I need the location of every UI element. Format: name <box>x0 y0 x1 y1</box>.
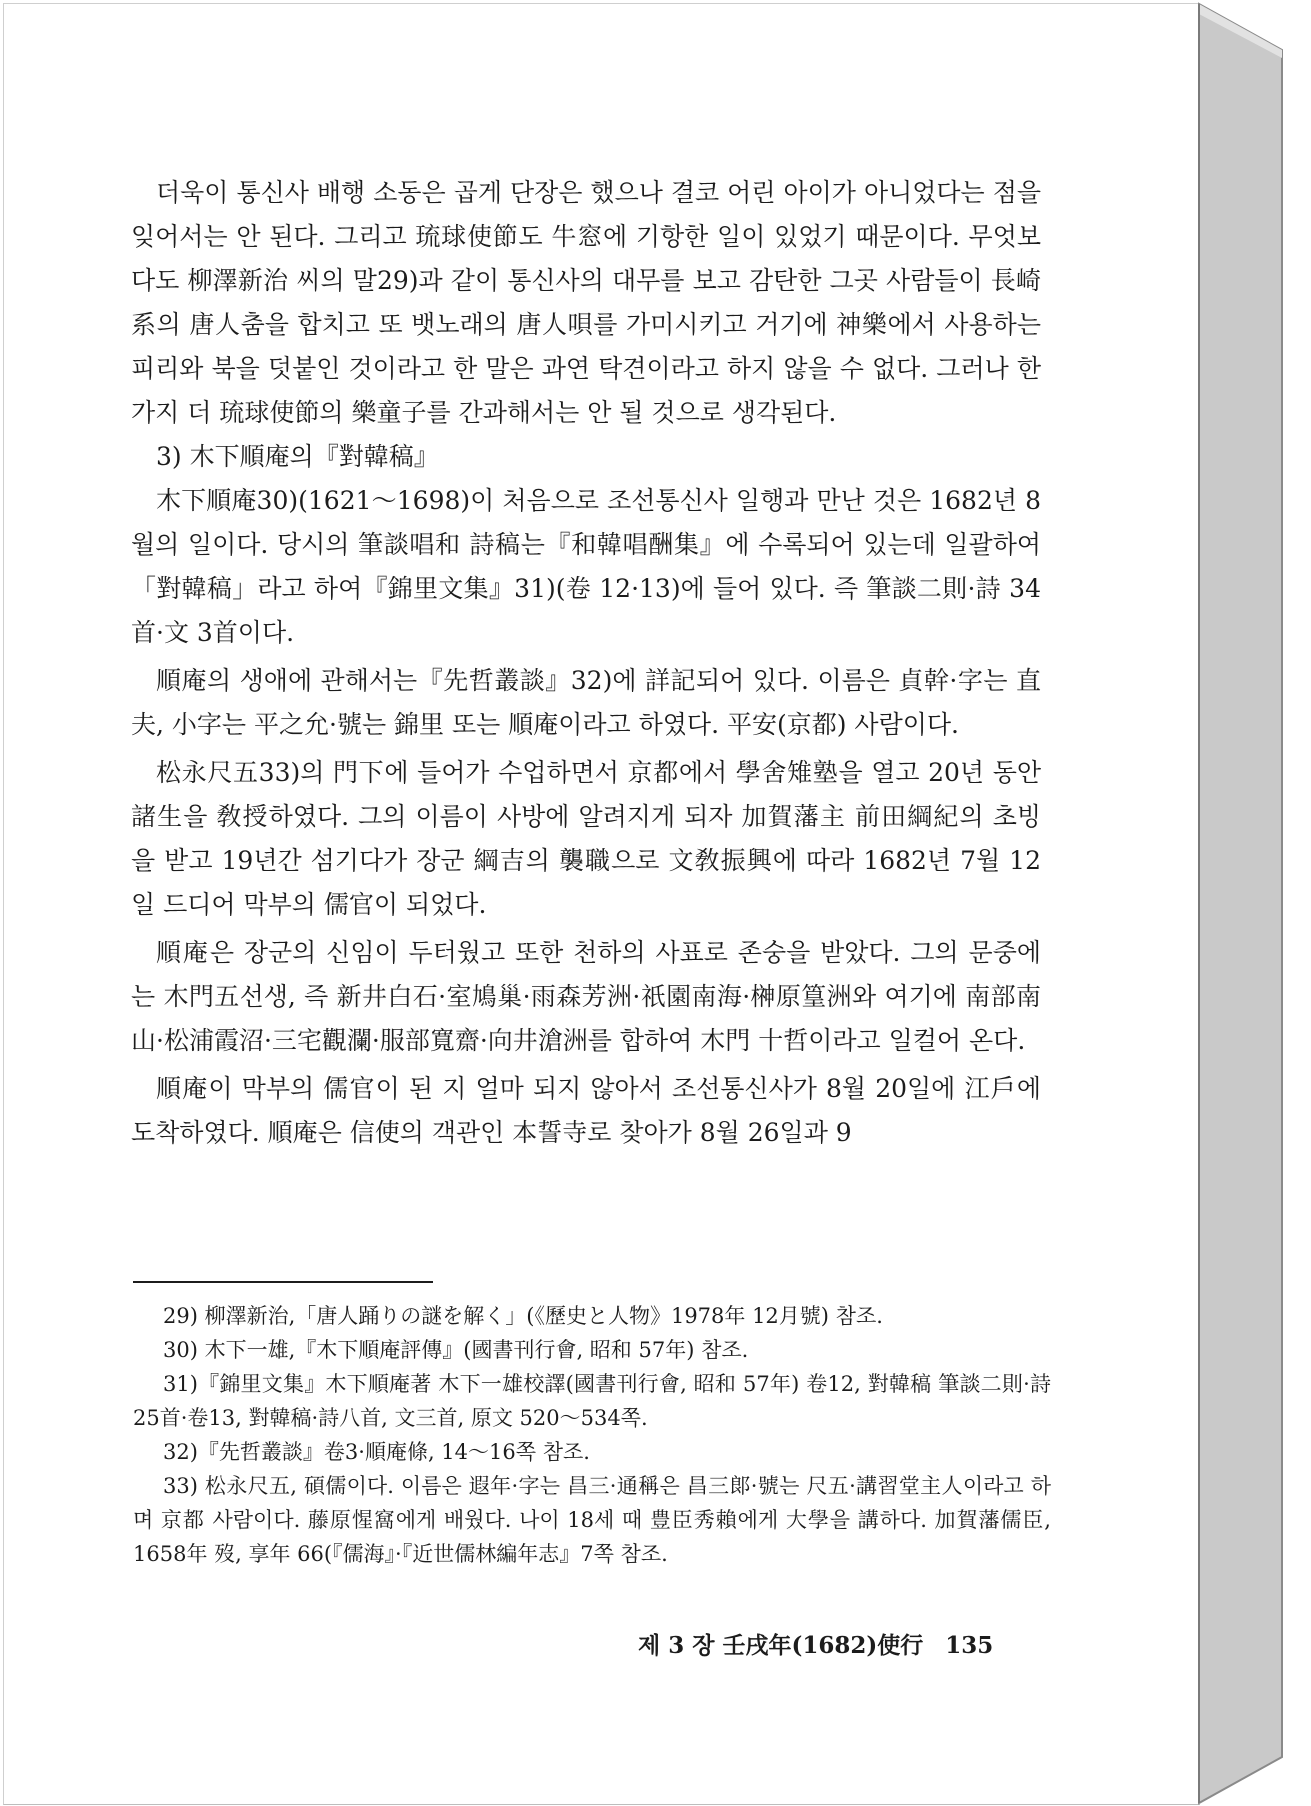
footnote-29: 29) 柳澤新治,「唐人踊りの謎を解く」(《歷史と人物》1978年 12月號) 참조. <box>163 1304 883 1328</box>
paragraph-kinoshita-meeting: 木下順庵30)(1621～1698)이 처음으로 조선통신사 일행과 만난 것은 1682년 8월의 일이다. 당시의 筆談唱和 詩稿는『和韓唱酬集』에 수록되어 있는데 일괄하여「對韓稿」라고 하여『錦里文集』31)(卷 12·13)에 들어 있다. 즉 筆談二則·詩 34首·文 3首이다. <box>131 486 1041 647</box>
paragraph-tongsinsa-dance: 더욱이 통신사 배행 소동은 곱게 단장은 했으나 결코 어린 아이가 아니었다는 점을 잊어서는 안 된다. 그리고 琉球使節도 牛窓에 기항한 일이 있었기 때문이다. 무엇보다도 柳澤新治 씨의 말29)과 같이 통신사의 대무를 보고 감탄한 그곳 사람들이 長崎系의 唐人춤을 합치고 또 뱃노래의 唐人唄를 가미시키고 거기에 神樂에서 사용하는 피리와 북을 덧붙인 것이라고 한 말은 과연 탁견이라고 하지 않을 수 없다. 그러나 한 가지 더 琉球使節의 樂童子를 간과해서는 안 될 것으로 생각된다. <box>131 178 1041 427</box>
footnotes <box>133 1299 1051 1571</box>
chapter-title: 제 3 장 壬戌年(1682)使行 <box>638 1632 924 1659</box>
footnote-32: 32)『先哲叢談』卷3·順庵條, 14～16쪽 참조. <box>163 1440 590 1464</box>
page-number: 135 <box>945 1632 994 1659</box>
footnote-30: 30) 木下一雄,『木下順庵評傳』(國書刊行會, 昭和 57年) 참조. <box>163 1338 749 1362</box>
section-heading: 3) 木下順庵의『對韓稿』 <box>156 442 439 471</box>
paragraph-kimon-disciples: 順庵은 장군의 신임이 두터웠고 또한 천하의 사표로 존숭을 받았다. 그의 문중에는 木門五선생, 즉 新井白石·室鳩巢·雨森芳洲·祇園南海·榊原篁洲와 여기에 南部南山·松浦霞沼·三宅觀瀾·服部寬齋·向井滄洲를 합하여 木門 十哲이라고 일컬어 온다. <box>131 938 1041 1055</box>
footnote-divider <box>133 1281 433 1283</box>
body-text <box>131 171 1041 1155</box>
running-footer <box>638 1628 1038 1664</box>
footnote-31: 31)『錦里文集』木下順庵著 木下一雄校譯(國書刊行會, 昭和 57年) 卷12, 對韓稿 筆談二則·詩 25首·卷13, 對韓稿·詩八首, 文三首, 原文 520～534쪽. <box>133 1372 1051 1430</box>
paragraph-matsunaga-study: 松永尺五33)의 門下에 들어가 수업하면서 京都에서 學舍雉塾을 열고 20년 동안 諸生을 敎授하였다. 그의 이름이 사방에 알려지게 되자 加賀藩主 前田綱紀의 초빙을 받고 19년간 섬기다가 장군 綱吉의 襲職으로 文敎振興에 따라 1682년 7월 12일 드디어 막부의 儒官이 되었다. <box>131 758 1041 919</box>
footnote-33: 33) 松永尺五, 碩儒이다. 이름은 遐年·字는 昌三·通稱은 昌三郞·號는 尺五·講習堂主人이라고 하며 京都 사람이다. 藤原惺窩에게 배웠다. 나이 18세 때 豊臣秀賴에게 大學을 講하다. 加賀藩儒臣, 1658年 歿, 享年 66(『儒海』·『近世儒林編年志』7쪽 참조. <box>133 1474 1051 1566</box>
paragraph-junan-biography: 順庵의 생애에 관해서는『先哲叢談』32)에 詳記되어 있다. 이름은 貞幹·字는 直夫, 小字는 平之允·號는 錦里 또는 順庵이라고 하였다. 平安(京都) 사람이다. <box>131 666 1041 739</box>
paragraph-envoy-arrival: 順庵이 막부의 儒官이 된 지 얼마 되지 않아서 조선통신사가 8월 20일에 江戶에 도착하였다. 順庵은 信使의 객관인 本誓寺로 찾아가 8월 26일과 9 <box>131 1074 1041 1147</box>
